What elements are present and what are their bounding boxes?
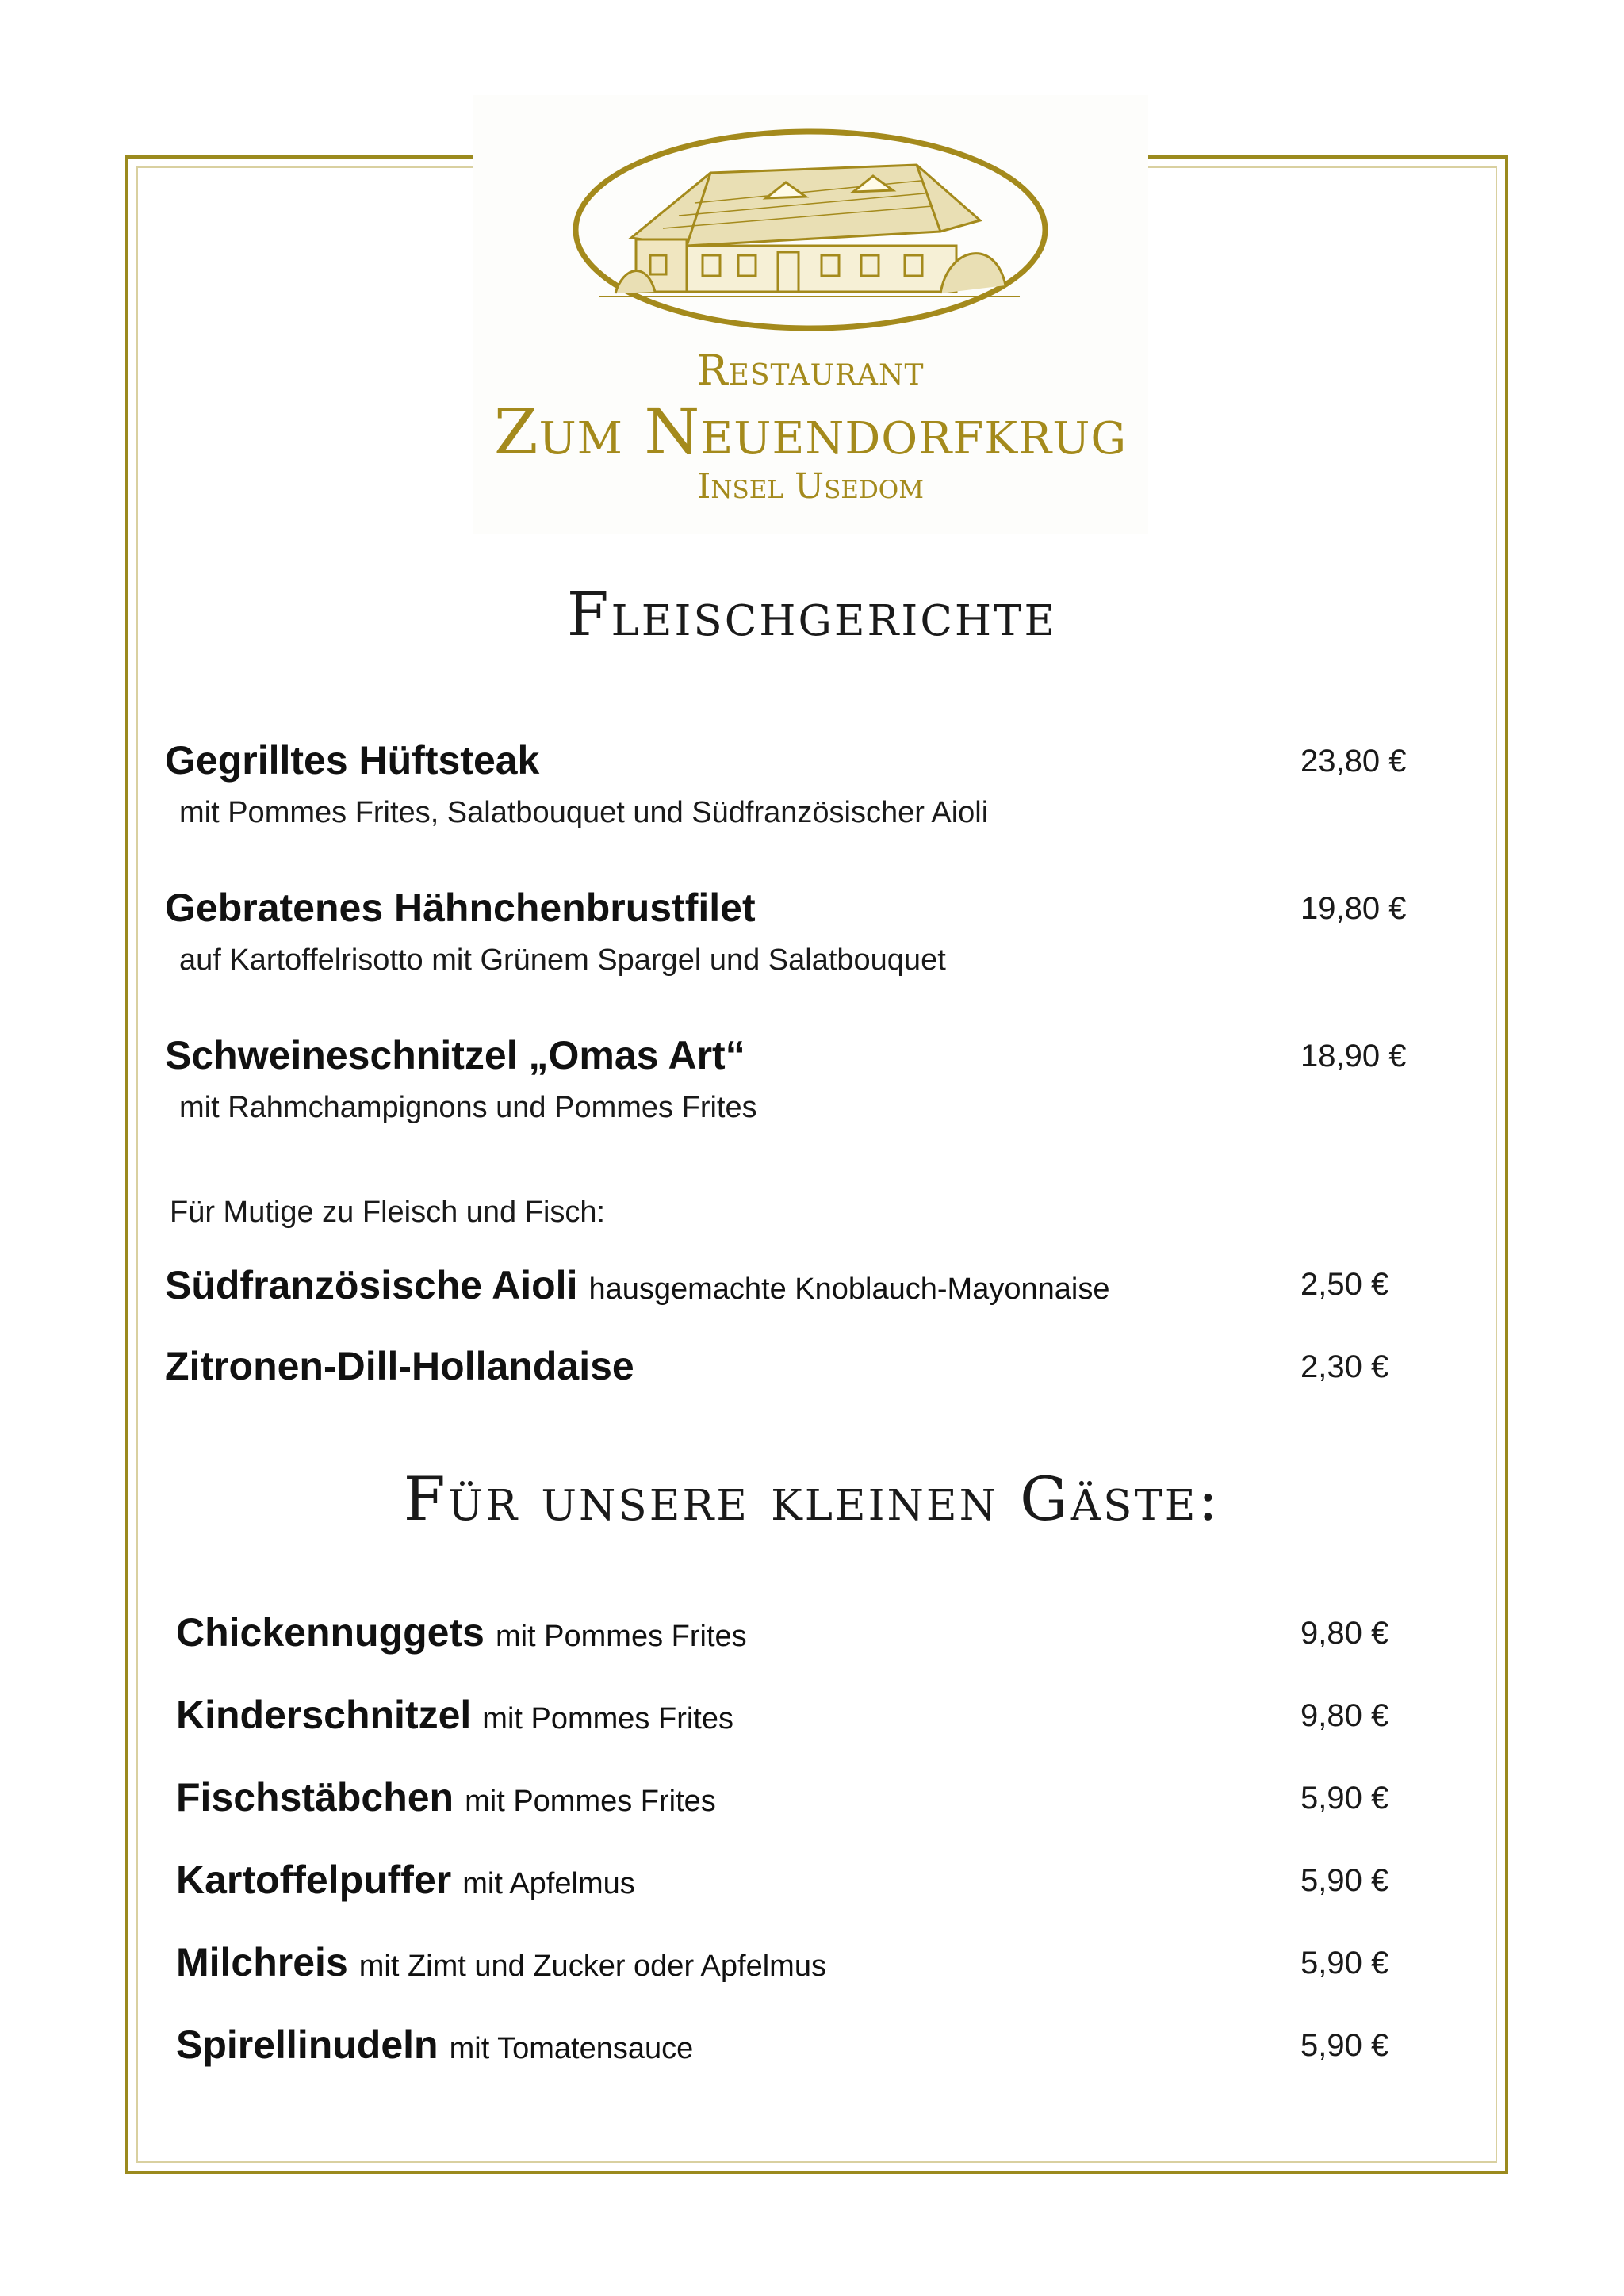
item-description: mit Rahmchampignons und Pommes Frites — [179, 1091, 757, 1124]
item-name — [165, 1262, 1109, 1308]
item-price: 2,50 € — [1300, 1267, 1389, 1302]
item-price: 9,80 € — [1300, 1698, 1389, 1733]
item-name-text: Fischstäbchen — [176, 1775, 454, 1820]
item-price: 5,90 € — [1300, 1863, 1389, 1898]
logo-restaurant-label: Restaurant — [696, 347, 925, 395]
item-name-text: Kinderschnitzel — [176, 1693, 472, 1737]
item-name-text: Chickennuggets — [176, 1610, 485, 1655]
item-name — [176, 1774, 716, 1820]
restaurant-logo — [473, 95, 1148, 534]
logo-location: Insel Usedom — [697, 466, 924, 507]
item-description: mit Pommes Frites — [465, 1785, 716, 1818]
item-name — [176, 1857, 635, 1903]
item-description: mit Zimt und Zucker oder Apfelmus — [358, 1950, 826, 1983]
item-description: mit Pommes Frites, Salatbouquet und Südfranzösischer Aioli — [179, 796, 989, 829]
item-description: mit Pommes Frites — [495, 1620, 747, 1653]
item-price: 19,80 € — [1300, 891, 1407, 926]
item-name — [176, 1939, 826, 1985]
item-name: Schweineschnitzel „Omas Art“ — [165, 1033, 745, 1077]
item-price: 5,90 € — [1300, 2028, 1389, 2063]
item-name-text: Spirellinudeln — [176, 2022, 439, 2067]
item-price: 9,80 € — [1300, 1616, 1389, 1651]
item-price: 2,30 € — [1300, 1349, 1389, 1384]
item-name: Gegrilltes Hüftsteak — [165, 738, 540, 783]
item-price: 18,90 € — [1300, 1039, 1407, 1073]
item-name-text: Kartoffelpuffer — [176, 1858, 452, 1902]
item-name: Gebratenes Hähnchenbrustfilet — [165, 886, 756, 930]
item-name-text: Südfranzösische Aioli — [165, 1263, 578, 1307]
item-price: 23,80 € — [1300, 744, 1407, 779]
item-description: mit Pommes Frites — [482, 1702, 733, 1735]
item-description: auf Kartoffelrisotto mit Grünem Spargel und Salatbouquet — [179, 943, 946, 977]
item-description: mit Apfelmus — [462, 1867, 635, 1900]
section-title-meat: Fleischgerichte — [566, 579, 1058, 649]
farmhouse-illustration-icon — [568, 127, 1053, 333]
logo-restaurant-name: Zum Neuendorfkrug — [493, 395, 1128, 469]
item-description: hausgemachte Knoblauch-Mayonnaise — [588, 1272, 1110, 1306]
sauces-intro: Für Mutige zu Fleisch und Fisch: — [170, 1196, 606, 1229]
section-title-kids: Für unsere kleinen Gäste: — [403, 1464, 1221, 1534]
item-name-text: Milchreis — [176, 1940, 348, 1984]
item-name — [176, 1692, 733, 1738]
item-name — [176, 2022, 693, 2068]
item-name — [176, 1609, 747, 1655]
item-price: 5,90 € — [1300, 1781, 1389, 1816]
item-description: mit Tomatensauce — [449, 2032, 694, 2065]
item-price: 5,90 € — [1300, 1946, 1389, 1980]
item-name: Zitronen-Dill-Hollandaise — [165, 1344, 634, 1388]
